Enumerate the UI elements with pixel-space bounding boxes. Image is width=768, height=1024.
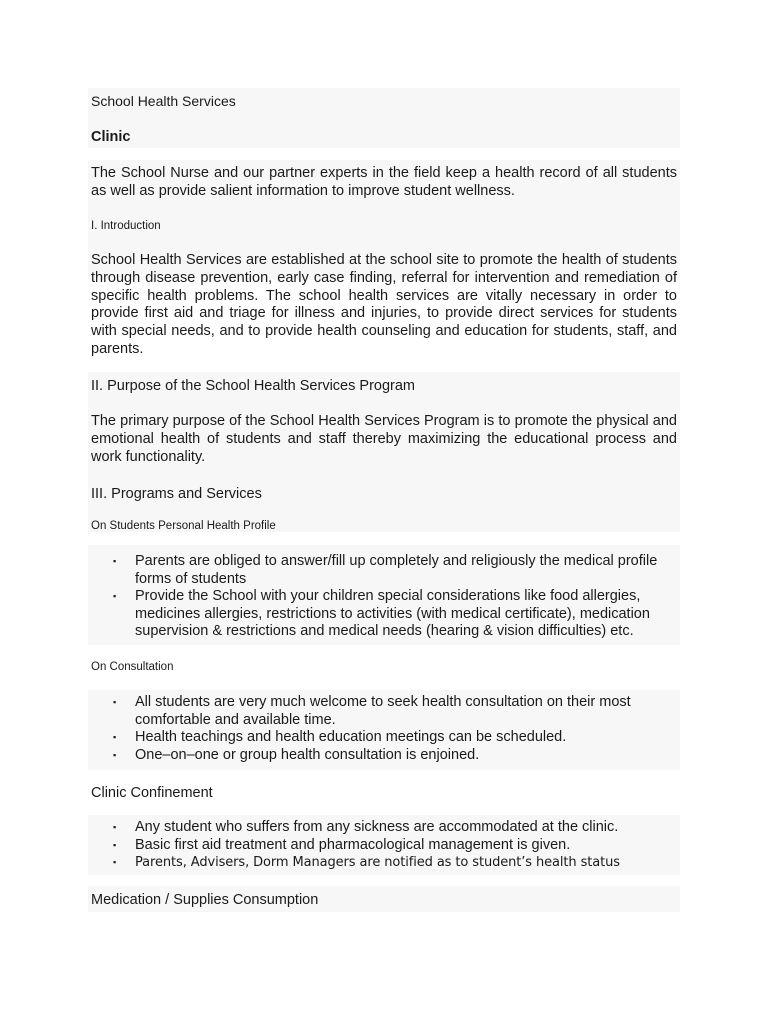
confinement-heading: Clinic Confinement [91, 785, 213, 801]
bullet-icon: ▪ [113, 556, 117, 566]
introduction-paragraph: School Health Services are established at the school site to promote the health of students through disease prevention, early case finding, referral for intervention and remediation of specific health problems. The school health services are vitally necessary in order to provide first aid and triage for illness and injuries, to provide direct services for students with special needs, and to provide health counseling and education for students, staff, and parents. [91, 252, 677, 357]
list-item [91, 819, 677, 837]
clinic-heading: Clinic [91, 129, 131, 145]
introduction-heading: I. Introduction [91, 220, 161, 232]
bullet-icon: ▪ [113, 591, 117, 602]
bullet-icon: ▪ [113, 732, 117, 743]
profile-subheading: On Students Personal Health Profile [91, 520, 276, 532]
list-item [91, 729, 677, 747]
list-item-text: Provide the School with your children special considerations like food allergies, medicines allergies, restrictions to activities (with medical certificate), medication supervision & restrictions and medical needs (hearing & vision difficulties) etc. [135, 588, 650, 640]
programs-heading: III. Programs and Services [91, 486, 262, 502]
purpose-heading: II. Purpose of the School Health Services Program [91, 378, 415, 394]
bullet-icon: ▪ [113, 697, 117, 707]
confinement-list [91, 819, 677, 872]
medication-heading: Medication / Supplies Consumption [91, 892, 319, 908]
bullet-icon: ▪ [113, 822, 117, 832]
list-item [91, 553, 677, 588]
profile-list [91, 553, 677, 641]
list-item [91, 854, 677, 872]
consultation-list [91, 694, 677, 764]
list-item-text: Basic first aid treatment and pharmacological management is given. [135, 836, 571, 853]
list-item-text: All students are very much welcome to seek health consultation on their most comfortable and available time. [135, 694, 631, 728]
list-item [91, 694, 677, 729]
list-item [91, 588, 677, 641]
clinic-paragraph: The School Nurse and our partner experts in the field keep a health record of all students as well as provide salient information to improve student wellness. [91, 165, 677, 199]
bullet-icon: ▪ [113, 857, 117, 868]
list-item-text: Parents, Advisers, Dorm Managers are notified as to student’s health status [135, 855, 620, 871]
document-title: School Health Services [91, 93, 236, 109]
list-item [91, 837, 677, 855]
purpose-paragraph: The primary purpose of the School Health Services Program is to promote the physical and emotional health of students and staff thereby maximizing the educational process and work functionality. [91, 413, 677, 465]
bullet-icon: ▪ [113, 749, 117, 760]
list-item-text: Parents are obliged to answer/fill up completely and religiously the medical profile forms of students [135, 553, 658, 587]
list-item-text: Any student who suffers from any sickness are accommodated at the clinic. [135, 819, 619, 835]
list-item [91, 747, 677, 765]
bullet-icon: ▪ [113, 839, 117, 850]
list-item-text: One–on–one or group health consultation is enjoined. [135, 746, 480, 763]
consultation-subheading: On Consultation [91, 661, 174, 673]
list-item-text: Health teachings and health education meetings can be scheduled. [135, 729, 567, 746]
